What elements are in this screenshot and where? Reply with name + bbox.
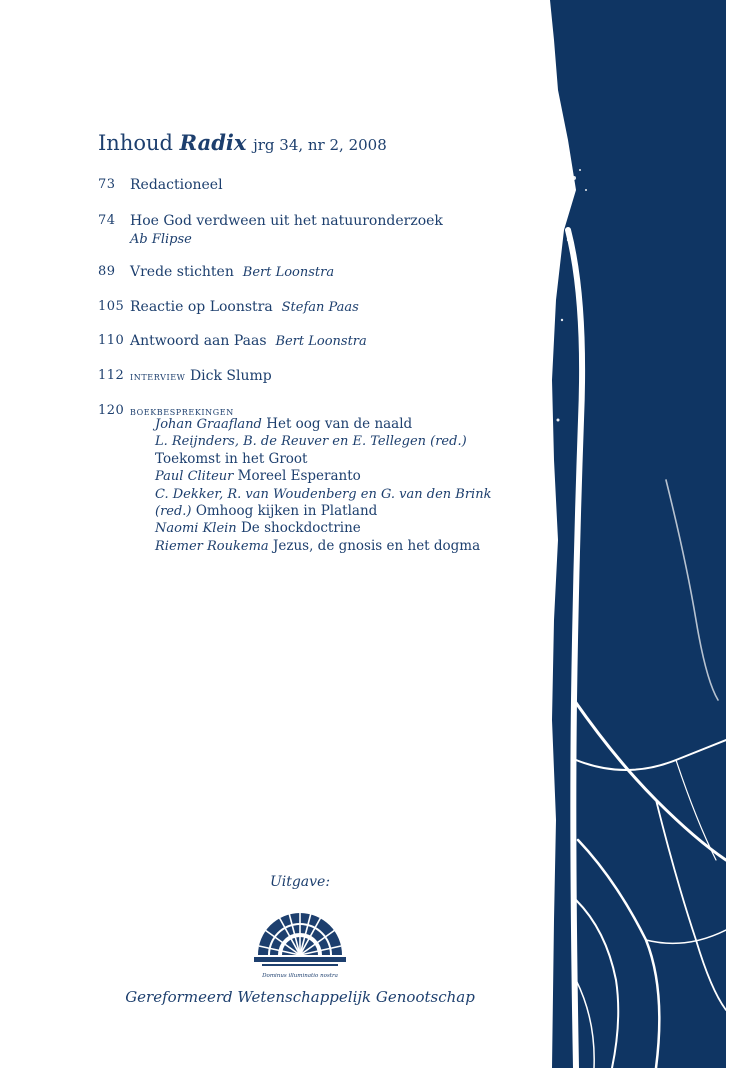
book-title: Moreel Esperanto [237,468,361,485]
book-author: L. Reijnders, B. de Reuver en E. Tellegen (red.) [155,434,467,450]
list-item [155,486,515,503]
book-author: Paul Cliteur [155,469,234,485]
toc-page-number: 120 [98,403,125,418]
publisher-label: Uitgave: [269,874,331,890]
toc-section-label: boekbesprekingen [130,405,234,418]
book-author: C. Dekker, R. van Woudenberg en G. van den Brink [155,486,492,502]
toc-title: Reactie op Loonstra [130,299,273,315]
title-prefix: Inhoud [98,131,173,155]
toc-section-label: interview [130,370,186,383]
issue-info: jrg 34, nr 2, 2008 [253,136,387,154]
book-title: Jezus, de gnosis en het dogma [272,537,481,554]
toc-page-number: 112 [98,368,125,383]
publisher-logo-icon [252,905,348,985]
toc-title: Vrede stichten [130,264,234,280]
cover-image-strip [546,0,726,1068]
book-author: Riemer Roukema [155,538,269,554]
book-author: Naomi Klein [155,521,237,537]
list-item [155,433,515,450]
book-review-list [155,416,515,555]
toc-title: Hoe God verdween uit het natuuronderzoek [130,213,443,229]
book-author: (red.) [155,504,192,520]
toc-title: Antwoord aan Paas [130,333,267,349]
toc-page-number: 110 [98,333,125,348]
journal-name: Radix [179,130,247,155]
toc-title: Redactioneel [130,177,223,193]
list-item [155,451,515,468]
publisher-name: Gereformeerd Wetenschappelijk Genootschap [125,988,475,1006]
book-title: Toekomst in het Groot [155,450,308,467]
list-item [155,538,515,555]
toc-author: Stefan Paas [281,300,359,315]
list-item [155,520,515,537]
toc-title: Dick Slump [189,368,272,384]
page-title [98,130,387,155]
list-item [155,416,515,433]
toc-author: Bert Loonstra [242,265,335,280]
list-item [155,503,515,520]
logo-motto: Dominus illuminatio nostra [262,973,338,979]
toc-page-number: 74 [98,213,116,228]
book-author: Johan Graafland [155,417,262,432]
toc-page-number: 105 [98,299,125,314]
toc-page-number: 73 [98,177,116,192]
book-title: Omhoog kijken in Platland [195,503,378,520]
toc-author: Bert Loonstra [275,334,367,349]
list-item [155,468,515,485]
book-title: De shockdoctrine [240,520,361,537]
toc-page-number: 89 [98,264,116,279]
book-title: Het oog van de naald [266,416,413,432]
toc-author: Ab Flipse [130,232,192,247]
